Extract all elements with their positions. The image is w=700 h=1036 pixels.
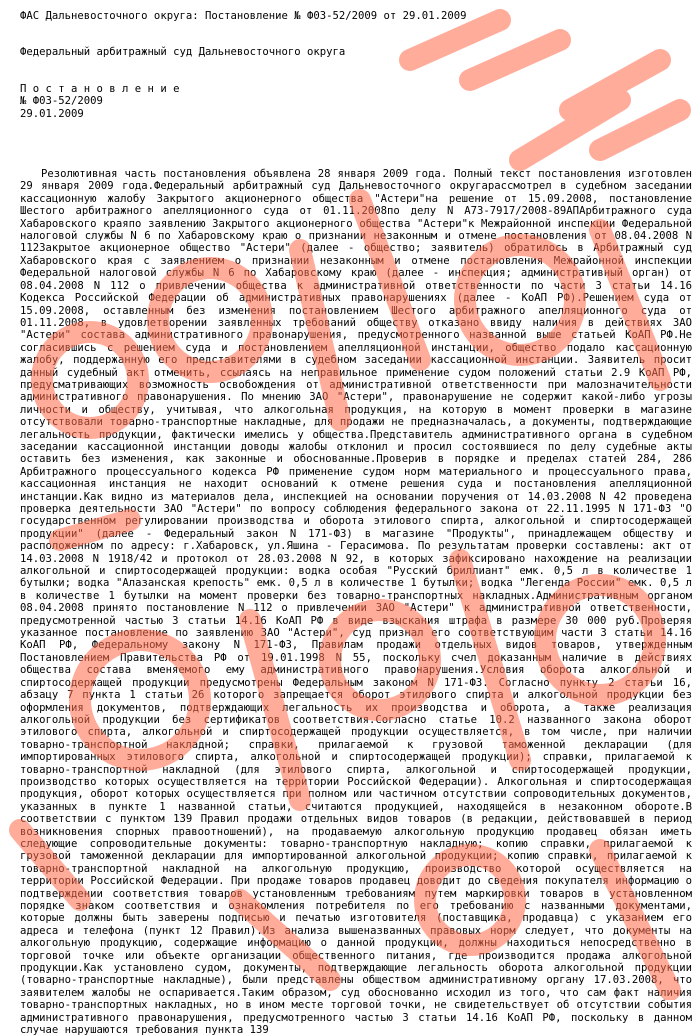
document-date: 29.01.2009 <box>20 107 84 120</box>
document-body: Резолютивная часть постановления объявлена 28 января 2009 года. Полный текст постановления изготовлен 29 января 2009 года.Федеральный арбитражный суд Дальневосточного округарассмотрел в судебном заседании кассационную жалобу Закрытого акционерного общества "Астери"на решение от 15.09.2008, постановление Шестого арбитражного апелляционного суда от 01.11.2008по делу N А73-7917/2008-89АПАрбитражного суда Хабаровского краяпо заявлению Закрытого акционерного общества "Астери"к Межрайонной инспекции Федеральной налоговой службы N 6 по Хабаровскому краю о признании незаконным и отмене постановления от 08.04.2008 N 112Закрытое акционерное общество "Астери" (далее - общество; заявитель) обратилось в Арбитражный суд Хабаровского края с заявлением о признании незаконным и отмене постановления Межрайонной инспекции Федеральной налоговой службы N 6 по Хабаровскому краю (далее - инспекция; административный орган) от 08.04.2008 N 112 о привлечении общества к административной ответственности по части 3 статьи 14.16 Кодекса Российской Федерации об административных правонарушениях (далее - КоАП РФ).Решением суда от 15.09.2008, оставленным без изменения постановлением Шестого арбитражного апелляционного суда от 01.11.2008, в удовлетворении заявленных требований обществу отказано ввиду наличия в действиях ЗАО "Астери" состава административного правонарушения, предусмотренного названной выше статьей КоАП РФ.Не согласившись с решением суда и постановлением апелляционной инстанции, общество подало кассационную жалобу, поддержанную его представителями в судебном заседании кассационной инстанции. Заявитель просит данный судебный акт отменить, ссылаясь на неправильное применение судом положений статьи 2.9 КоАП РФ, предусматривающих возможность освобождения от административной ответственности при малозначительности административного правонарушения. По мнению ЗАО "Астери", правонарушение не содержит какой-либо угрозы личности и обществу, учитывая, что алкогольная продукция, на которую в момент проверки в магазине отсутствовали товарно-транспортные накладные, для продажи не предназначалась, а документы, подтверждающие легальность продукции, фактически имелись у общества.Представитель административного органа в судебном заседании кассационной инстанции доводы жалобы отклонил и просил состоявшиеся по делу судебные акты оставить без изменения, как законные и обоснованные.Проверив в порядке и пределах статей 284, 286 Арбитражного процессуального кодекса РФ применение судом норм материального и процессуального права, кассационная инстанция не находит оснований к отмене решения суда и постановления апелляционной инстанции.Как видно из материалов дела, инспекцией на основании поручения от 14.03.2008 N 42 проведена проверка деятельности ЗАО "Астери" по вопросу соблюдения федерального закона от 22.11.1995 N 171-ФЗ "О государственном регулировании производства и оборота этилового спирта, алкогольной и спиртосодержащей продукции" (далее - Федеральный закон N 171-ФЗ) в магазине "Продукты", принадлежащем обществу и расположенном по адресу: г.Хабаровск, ул.Яшина - Герасимова. По результатам проверки составлены: акт от 14.03.2008 N 1918/42 и протокол от 28.03.2008 N 92, в которых зафиксировано нахождение на реализации алкогольной и спиртосодержащей продукции: водка особая "Русский бриллиант" емк. 0,5 л в количестве 1 бутылки; водка "Алазанская крепость" емк. 0,5 л в количестве 1 бутылки; водка "Легенда России" емк. 0,5 л в количестве 1 бутылки на момент проверки без товарно-транспортных накладных.Административным органом 08.04.2008 принято постановление N 112 о привлечении ЗАО "Астери" к административной ответственности, предусмотренной частью 3 статьи 14.16 КоАП РФ в виде взыскания штрафа в размере 30 000 руб.Проверяя указанное постановление по заявлению ЗАО "Астери", суд признал его соответствующим части 3 статьи 14.16 КоАП РФ, Федеральному закону N 171-ФЗ, Правилам продажи отдельных видов товаров, утвержденным Постановлением Правительства РФ от 19.01.1998 N 55, поскольку счел доказанным наличие в действиях общества состава вменяемого ему административного правонарушения.Условия оборота алкогольной и спиртосодержащей продукции предусмотрены Федеральным законом N 171-ФЗ. Согласно пункту 2 статьи 16, абзацу 7 пункта 1 статьи 26 которого запрещается оборот этилового спирта и алкогольной продукции без оформления документов, подтверждающих легальность их производства и оборота, а также реализация алкогольной продукции без сертификатов соответствия.Согласно статье 10.2 названного закона оборот этилового спирта, алкогольной и спиртосодержащей продукции осуществляется, в том числе, при наличии товарно-транспортной накладной; справки, прилагаемой к грузовой таможенной декларации (для импортированных этилового спирта, алкогольной и спиртосодержащей продукции); справки, прилагаемой к товарно-транспортной накладной (для этилового спирта, алкогольной и спиртосодержащей продукции, производство которых осуществляется на территории Российской Федерации). Алкогольная и спиртосодержащая продукция, оборот которых осуществляется при полном или частичном отсутствии сопроводительных документов, указанных в пункте 1 названной статьи, считаются продукцией, находящейся в незаконном обороте.В соответствии с пунктом 139 Правил продажи отдельных видов товаров (в редакции, действовавшей в период возникновения спорных правоотношений), на продаваемую алкогольную продукцию продавец обязан иметь следующие сопроводительные документы: товарно-транспортную накладную; копию справки, прилагаемой к грузовой таможенной декларации для импортированной алкогольной продукции; копию справки, прилагаемой к товарно-транспортной накладной на алкогольную продукцию, производство которой осуществляется на территории Российской Федерации. При продаже товаров продавец доводит до сведения покупателя информацию о подтверждении соответствия товаров установленным требованиям путем маркировки товаров в установленном порядке знаком соответствия и ознакомления потребителя по его требованию с названными документами, которые должны быть заверены подписью и печатью изготовителя (поставщика, продавца) с указанием его адреса и телефона (пункт 12 Правил).Из анализа вышеназванных правовых норм следует, что документы на алкогольную продукцию, содержащие информацию о данной продукции, должны находиться непосредственно в торговой точке или объекте организации общественного питания, где производится продажа алкогольной продукции.Как установлено судом, документы, подтверждающие легальность оборота алкогольной продукции (товарно-транспортные накладные), были представлены обществом административному органу 17.03.2008, что заявителем жалобы не оспаривается.Таким образом, суд обоснованно исходил из того, что сам факт наличия товарно-транспортных накладных, но в ином месте торговой точки, не свидетельствует об отсутствии события административного правонарушения, предусмотренного частью 3 статьи 14.16 КоАП РФ, поскольку в данном случае нарушаются требования пункта 139 <box>20 168 699 1036</box>
document-title: ФАС Дальневосточного округа: Постановление № Ф03-52/2009 от 29.01.2009 <box>20 10 467 22</box>
document-number: № Ф03-52/2009 <box>20 95 103 108</box>
court-name: Федеральный арбитражный суд Дальневосточного округа <box>20 46 346 59</box>
document-page <box>20 10 699 1036</box>
document-type: П о с т а н о в л е н и е <box>20 82 180 95</box>
